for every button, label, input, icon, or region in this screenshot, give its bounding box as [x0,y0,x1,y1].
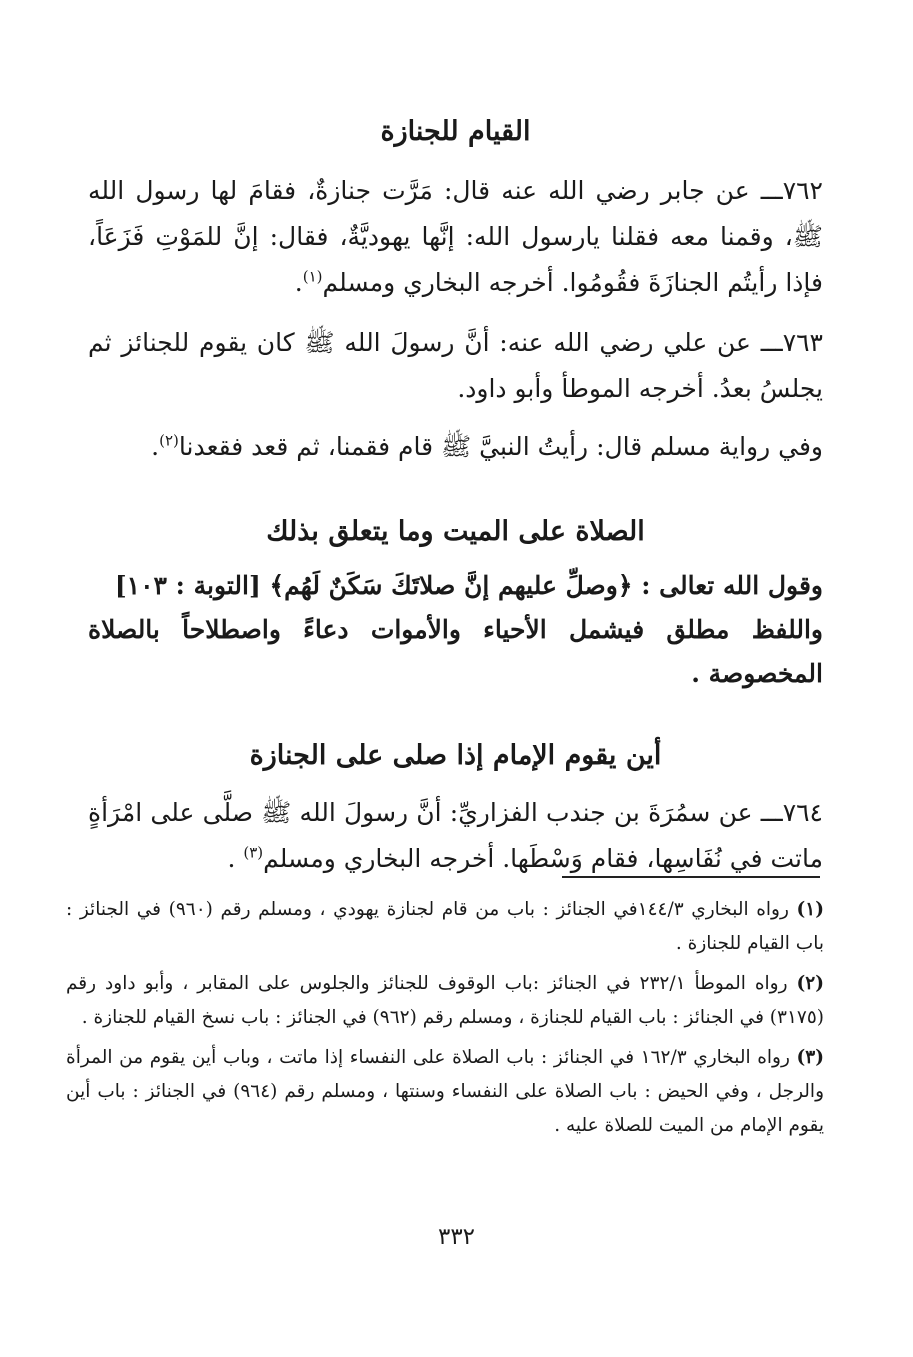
hadith-762 [88,168,823,306]
hadith-763: ٧٦٣ـــ عن علي رضي الله عنه: أنَّ رسولَ الله ﷺ كان يقوم للجنائز ثم يجلسُ بعدُ. أخرجه الموطأ وأبو داود. [88,328,823,403]
section-title-imam: أين يقوم الإمام إذا صلى على الجنازة [249,740,662,771]
footnote-2 [66,967,824,1035]
main-text [88,100,823,882]
muslim-narration-end: . [151,432,160,461]
muslim-narration [88,424,823,470]
hadith-764-text: ٧٦٤ـــ عن سمُرَةَ بن جندب الفزاريِّ: أنَّ رسولَ الله ﷺ صلَّى على امْرَأةٍ ماتت في نُفَاسِها، فقام وَسْطَها. أخرجه البخاري ومسلم [88,798,823,873]
hadith-762-text: ٧٦٢ـــ عن جابر رضي الله عنه قال: مَرَّت جنازةٌ، فقامَ لها رسول الله ﷺ، وقمنا معه فقلنا يارسول الله: إنَّها يهوديَّةٌ، فقال: إنَّ للمَوْتِ فَزَعَاً، فإذا رأيتُم الجنازَةَ فقُومُوا. أخرجه البخاري ومسلم [88,176,823,297]
footnote-separator [562,876,820,878]
explanation-line: واللفظ مطلق فيشمل الأحياء والأموات دعاءً واصطلاحاً بالصلاة المخصوصة . [88,615,823,688]
footnote-text: رواه البخاري ١٦٢/٣ في الجنائز : باب الصلاة على النفساء إذا ماتت ، وباب أين يقوم من المرأة والرجل ، وفي الحيض : باب الصلاة على النفساء وسنتها ، ومسلم رقم (٩٦٤) في الجنائز : باب أين يقوم الإمام من الميت للصلاة عليه . [66,1047,825,1136]
footnote-ref-2: (٢) [159,431,179,450]
hadith-762-end: . [294,268,303,297]
footnote-text: رواه الموطأ ٢٣٢/١ في الجنائز :باب الوقوف للجنائز والجلوس على المقابر ، وأبو داود رقم (٣١٧٥) في الجنائز : باب القيام للجنازة ، ومسلم رقم (٩٦٢) في الجنائز : باب نسخ القيام للجنازة . [66,973,824,1028]
quran-verse-line: وقول الله تعالى : ﴿وصلِّ عليهم إنَّ صلاتَكَ سَكَنٌ لَهُم﴾ [التوبة : ١٠٣] [114,571,823,600]
footnote-ref-1: (١) [302,267,323,286]
footnote-ref-3: (٣) [243,843,264,862]
footnote-text: رواه البخاري ١٤٤/٣في الجنائز : باب من قام لجنازة يهودي ، ومسلم رقم (٩٦٠) في الجنائز : باب القيام للجنازة . [66,899,824,954]
footnotes [66,893,824,1149]
footnote-3 [66,1041,824,1143]
hadith-764 [88,790,823,882]
hadith-764-end: . [227,844,244,873]
muslim-narration-text: وفي رواية مسلم قال: رأيتُ النبيَّ ﷺ قام فقمنا، ثم قعد فقعدنا [178,432,823,461]
footnote-number: (١) [796,899,824,920]
page-number: ٣٣٢ [437,1224,476,1250]
section-title-standing: القيام للجنازة [380,116,531,147]
footnote-number: (٣) [796,1047,824,1068]
footnote-number: (٢) [796,973,824,994]
section-title-prayer: الصلاة على الميت وما يتعلق بذلك [266,516,645,547]
footnote-1 [66,893,824,961]
